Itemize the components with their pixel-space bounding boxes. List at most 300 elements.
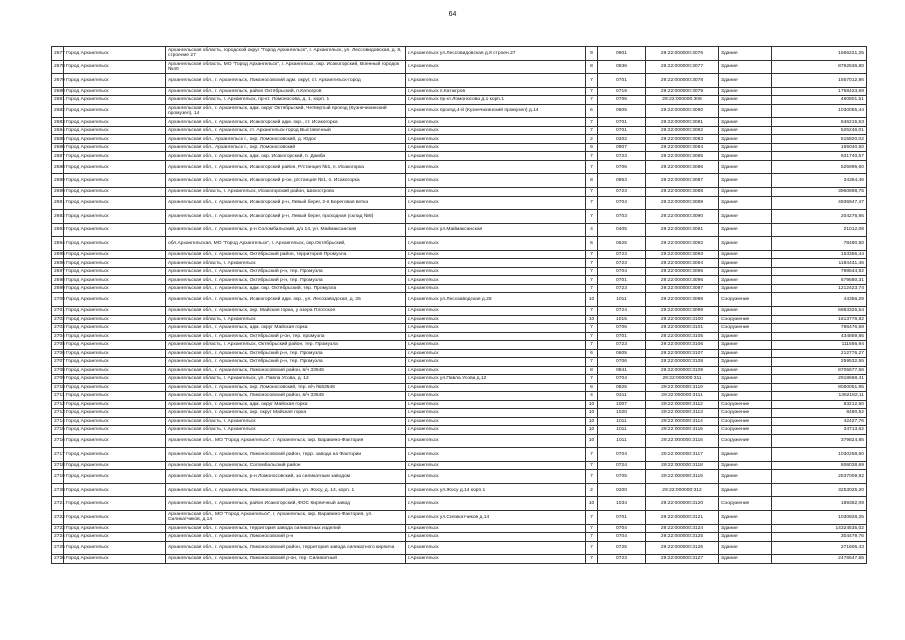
address-cell: Архангельская обл., г. Архангельск, р-н Ломоносовский, за силикатным заводом (166, 470, 406, 484)
short-address-cell: г.Архангельск (406, 392, 586, 401)
table-row (52, 400, 867, 409)
cadastral-number-cell: 29:22:000000:3096 (646, 276, 719, 285)
address-cell: Архангельская обл., г. Архангельск, Октябрьский район, территория Промузла (166, 250, 406, 259)
district-code-cell: 7 (586, 332, 598, 341)
short-address-cell: г.Архангельск (406, 135, 586, 144)
short-address-cell: г.Архангельск (406, 60, 586, 74)
table-row (52, 461, 867, 470)
table-row (52, 293, 867, 307)
city-cell: Город Архангельск (64, 470, 166, 484)
city-cell: Город Архангельск (64, 461, 166, 470)
row-number-cell: 2686 (52, 143, 64, 152)
district-code-cell: 7 (586, 511, 598, 525)
city-cell: Город Архангельск (64, 341, 166, 350)
zone-code-cell: 0411 (598, 392, 646, 401)
short-address-cell: г.Архангельск (406, 524, 586, 533)
table-row (52, 341, 867, 350)
cadastral-number-cell: 29:22:000000:3091 (646, 223, 719, 237)
city-cell: Город Архангельск (64, 87, 166, 96)
short-address-cell: г.Архангельск (406, 307, 586, 316)
address-cell: Архангельская область, г. Архангельск (166, 259, 406, 268)
cadastral-number-cell: 29:22:000000:3092 (646, 237, 719, 251)
city-cell: Город Архангельск (64, 511, 166, 525)
row-number-cell: 2711 (52, 392, 64, 401)
table-row (52, 152, 867, 161)
registry-table-wrapper (51, 46, 864, 598)
row-number-cell: 2716 (52, 434, 64, 448)
zone-code-cell: 0901 (598, 47, 646, 61)
cadastral-value-cell: 1184431,46 (772, 259, 867, 268)
object-type-cell: Здание (719, 366, 772, 375)
table-row (52, 284, 867, 293)
cadastral-number-cell: 29:22:000000:3126 (646, 541, 719, 555)
row-number-cell: 2710 (52, 383, 64, 392)
table-row (52, 434, 867, 448)
short-address-cell: г.Архангельск ул.Маймаксанская (406, 223, 586, 237)
cadastral-value-cell: 83212,50 (772, 400, 867, 409)
district-code-cell: 7 (586, 196, 598, 210)
cadastral-number-cell: 29:22:000000:3108 (646, 358, 719, 367)
row-number-cell: 2690 (52, 188, 64, 197)
zone-code-cell: 0605 (598, 349, 646, 358)
zone-code-cell: 0724 (598, 461, 646, 470)
table-row (52, 448, 867, 462)
zone-code-cell: 0701 (598, 126, 646, 135)
zone-code-cell: 0907 (598, 143, 646, 152)
cadastral-value-cell: 606038,69 (772, 461, 867, 470)
cadastral-value-cell: 2537009,92 (772, 470, 867, 484)
city-cell: Город Архангельск (64, 196, 166, 210)
cadastral-number-cell: 29:22:000000:3120 (646, 497, 719, 511)
object-type-cell: Здание (719, 143, 772, 152)
city-cell: Город Архангельск (64, 104, 166, 118)
short-address-cell: г.Архангельск (406, 160, 586, 174)
city-cell: Город Архангельск (64, 307, 166, 316)
zone-code-cell: 0723 (598, 250, 646, 259)
city-cell: Город Архангельск (64, 332, 166, 341)
object-type-cell: Сооружение (719, 497, 772, 511)
object-type-cell: Здание (719, 392, 772, 401)
object-type-cell: Сооружение (719, 417, 772, 426)
city-cell: Город Архангельск (64, 400, 166, 409)
table-row (52, 126, 867, 135)
address-cell: Архангельская обл., г. Архангельск, ст. Архангельск-город Выставочный (166, 126, 406, 135)
cadastral-number-cell: 29:22:000000:3087 (646, 174, 719, 188)
zone-code-cell: 0724 (598, 307, 646, 316)
row-number-cell: 2719 (52, 470, 64, 484)
row-number-cell: 2691 (52, 196, 64, 210)
row-number-cell: 2692 (52, 210, 64, 224)
cadastral-value-cell: 1613776,82 (772, 315, 867, 324)
district-code-cell: 7 (586, 250, 598, 259)
zone-code-cell: 0405 (598, 223, 646, 237)
zone-code-cell: 0703 (598, 210, 646, 224)
cadastral-value-cell: 8480,52 (772, 409, 867, 418)
zone-code-cell: 0719 (598, 87, 646, 96)
cadastral-value-cell: 153356,44 (772, 250, 867, 259)
city-cell: Город Архангельск (64, 533, 166, 542)
address-cell: Архангельская обл., г. Архангельск, окр. Майская горка, у озера Плотское (166, 307, 406, 316)
district-code-cell: 7 (586, 470, 598, 484)
short-address-cell: г.Архангельск (406, 426, 586, 435)
address-cell: обл.Архангельская, МО "Город Архангельск", г. Архангельск, окр.Октябрьский, (166, 237, 406, 251)
row-number-cell: 2679 (52, 74, 64, 88)
city-cell: Город Архангельск (64, 74, 166, 88)
cadastral-number-cell: 29:22:000000:3125 (646, 533, 719, 542)
row-number-cell: 2693 (52, 223, 64, 237)
city-cell: Город Архангельск (64, 96, 166, 105)
object-type-cell: Сооружение (719, 324, 772, 333)
district-code-cell: 7 (586, 358, 598, 367)
cadastral-number-cell: 29:22:000000:3111 (646, 392, 719, 401)
cadastral-number-cell: 29:22:000000:3117 (646, 448, 719, 462)
cadastral-number-cell: 29:22:000000:3106 (646, 341, 719, 350)
city-cell: Город Архангельск (64, 188, 166, 197)
zone-code-cell: 0704 (598, 448, 646, 462)
address-cell: Архангельская обл., г. Архангельск, Октябрьский р-он, тер. промузла (166, 332, 406, 341)
row-number-cell: 2709 (52, 375, 64, 384)
city-cell: Город Архангельск (64, 152, 166, 161)
cadastral-value-cell: 1557012,86 (772, 74, 867, 88)
short-address-cell: г.Архангельск (406, 315, 586, 324)
city-cell: Город Архангельск (64, 392, 166, 401)
city-cell: Город Архангельск (64, 210, 166, 224)
district-code-cell: 7 (586, 87, 598, 96)
table-row (52, 188, 867, 197)
row-number-cell: 2694 (52, 237, 64, 251)
row-number-cell: 2698 (52, 276, 64, 285)
cadastral-number-cell: 29:22:000000:3078 (646, 74, 719, 88)
zone-code-cell: 1020 (598, 409, 646, 418)
cadastral-value-cell: 1212423,74 (772, 284, 867, 293)
table-row (52, 60, 867, 74)
cadastral-number-cell: 29:22:000000:3089 (646, 196, 719, 210)
table-row (52, 409, 867, 418)
short-address-cell: г.Архангельск (406, 250, 586, 259)
district-code-cell: 6 (586, 349, 598, 358)
address-cell: Архангельская обл., г. Архангельск, Исакогорский р-он, р/станция №1, п. Исакогорка (166, 174, 406, 188)
cadastral-number-cell: 29:22:000000:3121 (646, 511, 719, 525)
cadastral-value-cell: 8792536,80 (772, 60, 867, 74)
zone-code-cell: 0841 (598, 366, 646, 375)
city-cell: Город Архангельск (64, 223, 166, 237)
short-address-cell: г.Архангельск ул.Силикатчиков д.14 (406, 511, 586, 525)
district-code-cell: 8 (586, 383, 598, 392)
short-address-cell: г.Архангельск (406, 358, 586, 367)
district-code-cell: 8 (586, 60, 598, 74)
city-cell: Город Архангельск (64, 417, 166, 426)
address-cell: Архангельская обл., г. Архангельск, адм. округ Майская горка (166, 400, 406, 409)
object-type-cell: Здание (719, 332, 772, 341)
cadastral-value-cell: 271606,43 (772, 541, 867, 555)
object-type-cell: Здание (719, 74, 772, 88)
object-type-cell: Здание (719, 196, 772, 210)
cadastral-value-cell: 460801,51 (772, 96, 867, 105)
table-row (52, 74, 867, 88)
cadastral-value-cell: 304479,76 (772, 533, 867, 542)
district-code-cell: 7 (586, 555, 598, 564)
short-address-cell: г.Архангельск пр-кт.Ломоносова д.1 корп.1 (406, 96, 586, 105)
row-number-cell: 2697 (52, 267, 64, 276)
cadastral-value-cell: 786476,59 (772, 324, 867, 333)
table-row (52, 143, 867, 152)
short-address-cell: г.Архангельск ул.Лесозаводская д.25 (406, 293, 586, 307)
address-cell: Архангельская обл., МО "Город Архангельск", г. Архангельск, окр. Варавино-Фактория, ул. Силикатчиков, д.14 (166, 511, 406, 525)
zone-code-cell: 0723 (598, 152, 646, 161)
district-code-cell: 7 (586, 160, 598, 174)
cadastral-value-cell: 3960898,75 (772, 188, 867, 197)
zone-code-cell: 0706 (598, 358, 646, 367)
cadastral-number-cell: 29:22:000000:3076 (646, 47, 719, 61)
cadastral-value-cell: 212776,27 (772, 349, 867, 358)
zone-code-cell: 0704 (598, 375, 646, 384)
city-cell: Город Архангельск (64, 358, 166, 367)
address-cell: Архангельская обл., г. Архангельск, Исакогорский адм. окр., ул. Лесозаводская, д. 25 (166, 293, 406, 307)
city-cell: Город Архангельск (64, 126, 166, 135)
object-type-cell: Здание (719, 524, 772, 533)
object-type-cell: Здание (719, 135, 772, 144)
city-cell: Город Архангельск (64, 267, 166, 276)
short-address-cell: г.Архангельск (406, 383, 586, 392)
zone-code-cell: 0825 (598, 383, 646, 392)
cadastral-value-cell: 1030828,25 (772, 511, 867, 525)
short-address-cell: г.Архангельск (406, 210, 586, 224)
short-address-cell: г.Архангельск (406, 555, 586, 564)
table-row (52, 47, 867, 61)
row-number-cell: 2700 (52, 293, 64, 307)
object-type-cell: Здание (719, 126, 772, 135)
zone-code-cell: 0701 (598, 511, 646, 525)
city-cell: Город Архангельск (64, 349, 166, 358)
cadastral-number-cell: 29:22:000000:3085 (646, 152, 719, 161)
city-cell: Город Архангельск (64, 60, 166, 74)
cadastral-value-cell: 3253025,20 (772, 483, 867, 497)
cadastral-value-cell: 21012,08 (772, 223, 867, 237)
zone-code-cell: 0723 (598, 555, 646, 564)
cadastral-number-cell: 29:22:000000:3118 (646, 461, 719, 470)
district-code-cell: 7 (586, 533, 598, 542)
district-code-cell: 2 (586, 483, 598, 497)
district-code-cell: 9 (586, 47, 598, 61)
short-address-cell: г.Архангельск (406, 284, 586, 293)
zone-code-cell: 0723 (598, 259, 646, 268)
short-address-cell: г.Архангельск (406, 74, 586, 88)
object-type-cell: Здание (719, 276, 772, 285)
cadastral-value-cell: 44356,29 (772, 293, 867, 307)
district-code-cell: 7 (586, 375, 598, 384)
cadastral-value-cell: 525246,01 (772, 126, 867, 135)
cadastral-number-cell: 29:22:000000:3081 (646, 118, 719, 127)
address-cell: Архангельская обл., г. Архангельск, окр. Ломоносовский, тер. в/ч №63546 (166, 383, 406, 392)
city-cell: Город Архангельск (64, 541, 166, 555)
table-row (52, 259, 867, 268)
short-address-cell: г.Архангельск (406, 341, 586, 350)
zone-code-cell: 0704 (598, 524, 646, 533)
table-row (52, 541, 867, 555)
row-number-cell: 2706 (52, 349, 64, 358)
address-cell: Архангельская обл., г. Архангельск, адм. округ Октябрьский, Четвертый проезд (Кузнечихинский промузел), 14 (166, 104, 406, 118)
city-cell: Город Архангельск (64, 315, 166, 324)
address-cell: Архангельская обл., г. Архангельск, Октябрьский р-н, тер. Промузла (166, 349, 406, 358)
short-address-cell: г.Архангельск (406, 188, 586, 197)
table-row (52, 524, 867, 533)
district-code-cell: 7 (586, 541, 598, 555)
table-row (52, 324, 867, 333)
address-cell: Архангельская область, г. Архангельск (166, 417, 406, 426)
zone-code-cell: 0723 (598, 284, 646, 293)
object-type-cell: Здание (719, 511, 772, 525)
cadastral-value-cell: 78480,50 (772, 237, 867, 251)
address-cell: Архангельская обл., г. Архангельск, Исакогорский р-н, Левый берег, проходная (склад №8) (166, 210, 406, 224)
cadastral-number-cell: 29:22:000000:3115 (646, 426, 719, 435)
cadastral-number-cell: 29:22:000000:3079 (646, 87, 719, 96)
object-type-cell: Здание (719, 152, 772, 161)
address-cell: Архангельская область, г. Архангельск (166, 426, 406, 435)
district-code-cell: 7 (586, 267, 598, 276)
address-cell: Архангельская обл., г. Архангельск, Октябрьский р-н, тер. Промузла (166, 276, 406, 285)
row-number-cell: 2726 (52, 555, 64, 564)
object-type-cell: Здание (719, 358, 772, 367)
cadastral-number-cell: 29:22:000000:3090 (646, 210, 719, 224)
object-type-cell: Здание (719, 250, 772, 259)
cadastral-value-cell: 6983326,54 (772, 307, 867, 316)
object-type-cell: Здание (719, 237, 772, 251)
cadastral-value-cell: 379824,85 (772, 434, 867, 448)
table-row (52, 483, 867, 497)
cadastral-value-cell: 1666221,25 (772, 47, 867, 61)
cadastral-number-cell: 29:22:000000:3107 (646, 349, 719, 358)
row-number-cell: 2695 (52, 250, 64, 259)
city-cell: Город Архангельск (64, 324, 166, 333)
city-cell: Город Архангельск (64, 160, 166, 174)
short-address-cell: г.Архангельск (406, 470, 586, 484)
city-cell: Город Архангельск (64, 118, 166, 127)
table-row (52, 250, 867, 259)
cadastral-value-cell: 4936947,47 (772, 196, 867, 210)
short-address-cell: г.Архангельск (406, 409, 586, 418)
table-row (52, 160, 867, 174)
cadastral-value-cell: 1768423,69 (772, 87, 867, 96)
cadastral-value-cell: 189352,09 (772, 497, 867, 511)
district-code-cell: 7 (586, 461, 598, 470)
page-number: 64 (448, 11, 457, 18)
row-number-cell: 2685 (52, 135, 64, 144)
zone-code-cell: 0853 (598, 174, 646, 188)
address-cell: Архангельская область, г. Архангельск, Октябрьский район, тер. Промузла (166, 341, 406, 350)
table-row (52, 87, 867, 96)
zone-code-cell: 1011 (598, 417, 646, 426)
cadastral-number-cell: 29:22:000000:3110 (646, 383, 719, 392)
cadastral-value-cell: 34364,46 (772, 174, 867, 188)
district-code-cell: 4 (586, 223, 598, 237)
address-cell: Архангельская обл., г. Архангельск, Ломоносовский р-н (166, 533, 406, 542)
district-code-cell: 7 (586, 341, 598, 350)
address-cell: Архангельская обл., г. Архангельск, Соломбальский район (166, 461, 406, 470)
cadastral-number-cell: 29:22:000000:3094 (646, 259, 719, 268)
cadastral-number-cell: 29:22:000000:3114 (646, 417, 719, 426)
zone-code-cell: 0836 (598, 60, 646, 74)
district-code-cell: 10 (586, 434, 598, 448)
zone-code-cell: 0701 (598, 74, 646, 88)
row-number-cell: 2724 (52, 533, 64, 542)
cadastral-value-cell: 525995,60 (772, 160, 867, 174)
object-type-cell: Здание (719, 461, 772, 470)
address-cell: Архангельская обл., г. Архангельск, Ломоносовский адм. округ, ст. Архангельск-город (166, 74, 406, 88)
row-number-cell: 2708 (52, 366, 64, 375)
object-type-cell: Сооружение (719, 434, 772, 448)
address-cell: Архангельская обл., Архангельск г., окр. Ломоносовский (166, 143, 406, 152)
object-type-cell: Сооружение (719, 409, 772, 418)
cadastral-value-cell: 1362182,11 (772, 392, 867, 401)
row-number-cell: 2682 (52, 104, 64, 118)
row-number-cell: 2714 (52, 417, 64, 426)
address-cell: Архангельская обл., г. Архангельск, Ломоносовский р-он, тер. Силикатный (166, 555, 406, 564)
district-code-cell: 7 (586, 152, 598, 161)
table-row (52, 470, 867, 484)
zone-code-cell: 0202 (598, 135, 646, 144)
district-code-cell: 9 (586, 143, 598, 152)
zone-code-cell: 1034 (598, 497, 646, 511)
row-number-cell: 2707 (52, 358, 64, 367)
city-cell: Город Архангельск (64, 366, 166, 375)
district-code-cell: 7 (586, 284, 598, 293)
row-number-cell: 2721 (52, 497, 64, 511)
address-cell: Архангельская обл., г. Архангельск, Октябрьский р-н, тер. Промузла (166, 358, 406, 367)
object-type-cell: Здание (719, 174, 772, 188)
row-number-cell: 2681 (52, 96, 64, 105)
row-number-cell: 2717 (52, 448, 64, 462)
short-address-cell: г.Архангельск ул.Лессовидовская д.8 строен.27 (406, 47, 586, 61)
table-row (52, 383, 867, 392)
address-cell: Архангельская обл., г. Архангельск, окр. округ Майская горка (166, 409, 406, 418)
object-type-cell: Здание (719, 188, 772, 197)
short-address-cell: г.Архангельск (406, 324, 586, 333)
cadastral-number-cell: 29:22:000000:3127 (646, 555, 719, 564)
district-code-cell: 7 (586, 307, 598, 316)
district-code-cell: 6 (586, 237, 598, 251)
object-type-cell: Здание (719, 47, 772, 61)
object-type-cell: Здание (719, 259, 772, 268)
cadastral-number-cell: 29:22:000000:3084 (646, 143, 719, 152)
object-type-cell: Сооружение (719, 426, 772, 435)
cadastral-value-cell: 679580,31 (772, 276, 867, 285)
city-cell: Город Архангельск (64, 276, 166, 285)
row-number-cell: 2678 (52, 60, 64, 74)
short-address-cell: г.Архангельск (406, 541, 586, 555)
object-type-cell: Сооружение (719, 315, 772, 324)
zone-code-cell: 0725 (598, 541, 646, 555)
district-code-cell: 7 (586, 324, 598, 333)
cadastral-number-cell: 29:22:000000:3082 (646, 126, 719, 135)
table-row (52, 307, 867, 316)
table-row (52, 118, 867, 127)
short-address-cell: г.Архангельск (406, 417, 586, 426)
object-type-cell: Сооружение (719, 400, 772, 409)
zone-code-cell: 0705 (598, 470, 646, 484)
city-cell: Город Архангельск (64, 426, 166, 435)
cadastral-value-cell: 798544,92 (772, 267, 867, 276)
city-cell: Город Архангельск (64, 409, 166, 418)
short-address-cell: г.Архангельск (406, 366, 586, 375)
row-number-cell: 2718 (52, 461, 64, 470)
table-row (52, 315, 867, 324)
table-row (52, 392, 867, 401)
city-cell: Город Архангельск (64, 497, 166, 511)
zone-code-cell: 0605 (598, 104, 646, 118)
short-address-cell: г.Архангельск (406, 400, 586, 409)
object-type-cell: Здание (719, 341, 772, 350)
district-code-cell: 10 (586, 293, 598, 307)
